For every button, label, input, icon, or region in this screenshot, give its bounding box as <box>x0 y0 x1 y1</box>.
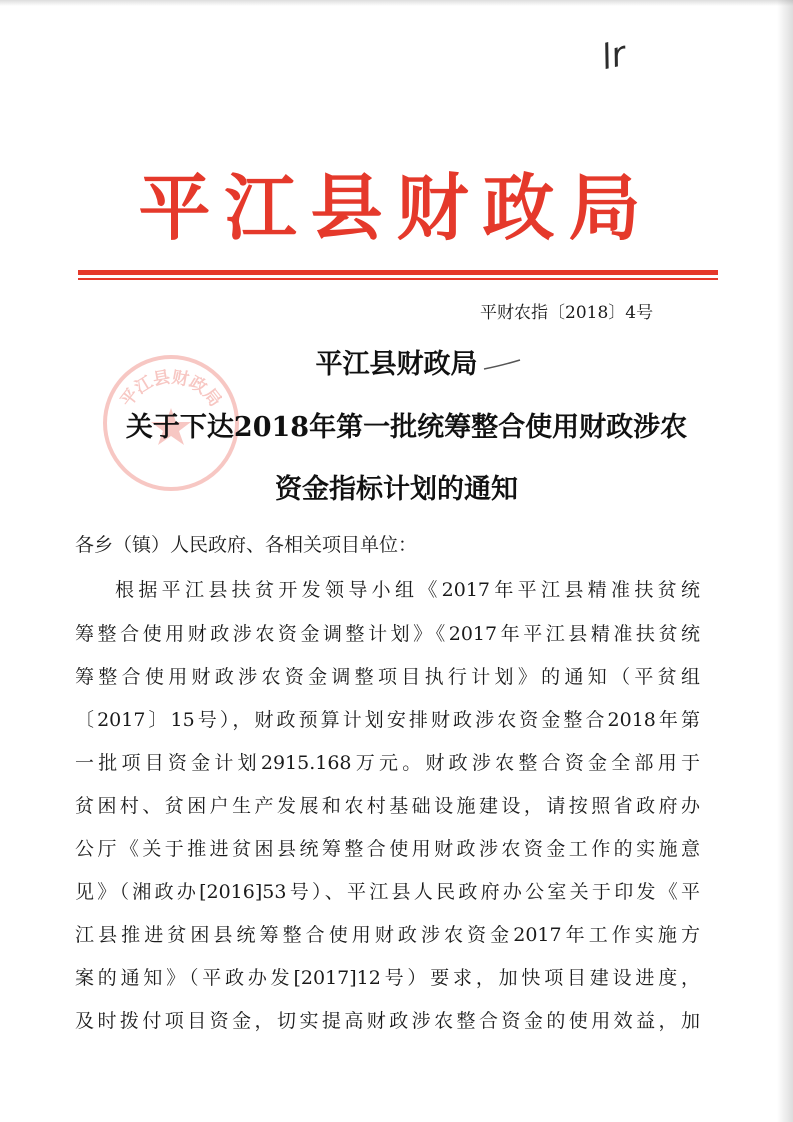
body-line: 筹整合使用财政涉农资金调整项目执行计划》的通知（平贫组 <box>75 666 700 688</box>
scan-shadow-top <box>0 0 793 6</box>
body-line: 〔2017〕15号），财政预算计划安排财政涉农资金整合2018年第 <box>75 709 700 731</box>
body-line: 公厅《关于推进贫困县统筹整合使用财政涉农资金工作的实施意 <box>75 838 700 860</box>
body-line: 筹整合使用财政涉农资金调整计划》《2017年平江县精准扶贫统 <box>75 623 700 645</box>
body-line: 及时拨付项目资金，切实提高财政涉农整合资金的使用效益，加 <box>75 1010 700 1032</box>
salutation: 各乡（镇）人民政府、各相关项目单位： <box>75 534 418 556</box>
body-line: 贫困村、贫困户生产发展和农村基础设施建设，请按照省政府办 <box>75 795 700 817</box>
red-rule-thick <box>78 270 718 275</box>
title-line-3: 资金指标计划的通知 <box>275 474 518 505</box>
handwritten-mark: lr <box>598 34 630 78</box>
body-line: 根据平江县扶贫开发领导小组《2017年平江县精准扶贫统 <box>115 579 700 601</box>
red-rule-thin <box>78 278 718 280</box>
body-line: 一批项目资金计划2915.168万元。财政涉农整合资金全部用于 <box>75 752 700 774</box>
seal-text: 平江县财政局 <box>116 367 226 411</box>
body-line: 见》（湘政办[2016]53号）、平江县人民政府办公室关于印发《平 <box>75 881 700 903</box>
masthead-org-name: 平江县财政局 <box>138 165 655 250</box>
title-line-2: 关于下达2018年第一批统筹整合使用财政涉农 <box>125 412 688 443</box>
document-number: 平财农指〔2018〕4号 <box>480 303 654 323</box>
pen-stroke-mark <box>482 358 522 372</box>
body-line: 江县推进贫困县统筹整合使用财政涉农资金2017年工作实施方 <box>75 924 700 946</box>
title-line-1: 平江县财政局 <box>315 349 478 380</box>
body-line: 案的通知》（平政办发[2017]12号）要求，加快项目建设进度， <box>75 967 700 989</box>
